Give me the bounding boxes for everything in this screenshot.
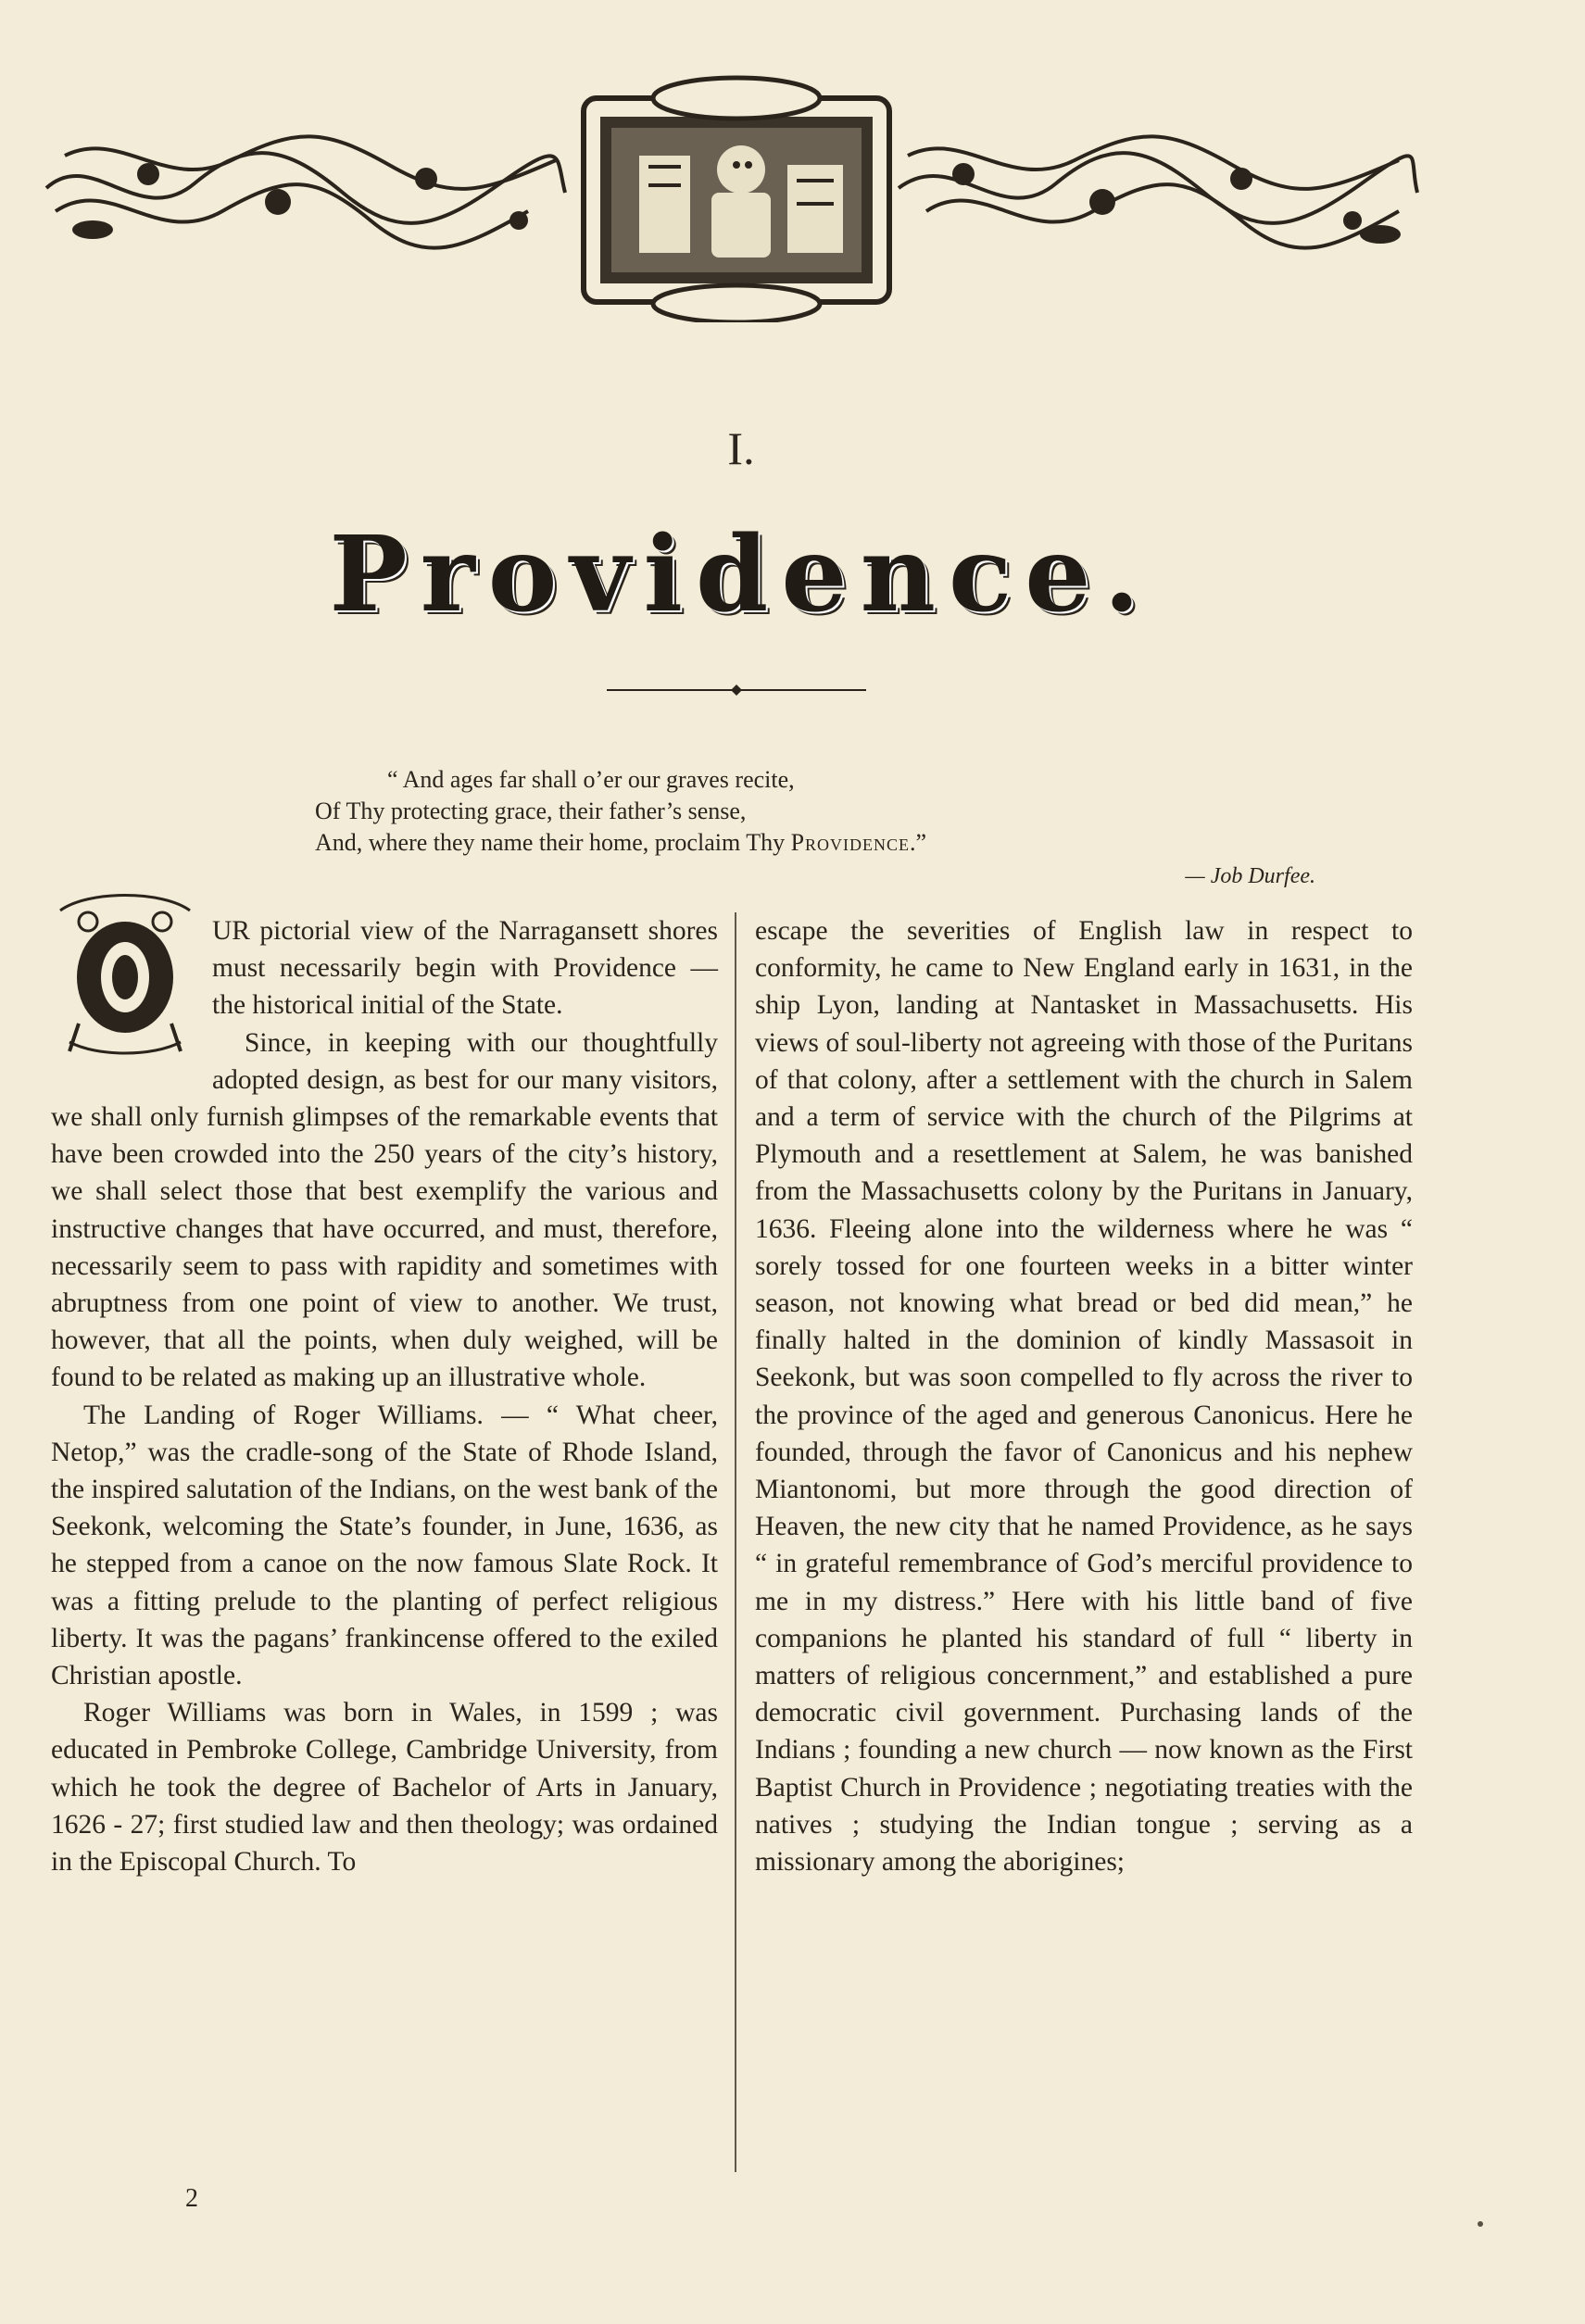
epigraph [315,764,1315,859]
page-number: 2 [185,2184,198,2213]
chapter-title: Providence. [329,514,1153,635]
decorated-initial-o [51,894,199,1056]
epigraph-attribution: — Job Durfee. [1185,864,1315,888]
left-column [51,912,718,1880]
paragraph: escape the severities of English law in respect to conformity, he came to New England early in 1631, in the ship Lyon, landing at Nantasket in Massachusetts. His views of soul-liberty not agreeing with those of the Puritans of that colony, after a settlement with the church in Salem and a term of service with the church of the Pilgrims at Plymouth and a resettlement at Salem, he was banished from the Massachusetts colony by the Puritans in January, 1636. Fleeing alone into the wilderness where he was “ sorely tossed for one fourteen weeks in a bitter winter season, not knowing what bread or bed did mean,” he finally halted in the dominion of kindly Massasoit in Seekonk, but was soon compelled to fly across the river to the province of the aged and generous Canonicus. Here he founded, through the favor of Canonicus and his nephew Miantonomi, but more through the good direction of Heaven, the new city that he named Providence, as he says “ in grateful remembrance of God’s merciful providence to me in my distress.” Here with his little band of five companions he planted his standard of full “ liberty in matters of religious concernment,” and established a pure democratic civil government. Purchasing lands of the Indians ; founding a new church — now known as the First Baptist Church in Providence ; negotiating treaties with the natives ; studying the Indian tongue ; serving as a missionary among the aborigines; [755,916,1413,1878]
title-rule-divider [607,683,866,697]
paragraph: The Landing of Roger Williams. — “ What cheer, Netop,” was the cradle-song of the State of Rhode Island, the inspired salutation of the Indians, on the west bank of the Seekonk, welcoming the State’s founder, in June, 1636, as he stepped from a canoe on the now famous Slate Rock. It was a fitting prelude to the planting of perfect religious liberty. It was the pagans’ frankincense offered to the exiled Christian apostle. [51,1400,718,1691]
chapter-number: I. [727,422,755,474]
epigraph-line-1: “ And ages far shall o’er our graves recite, [387,766,795,793]
print-speck [1478,2221,1483,2227]
column-rule [735,912,736,2172]
right-column [755,912,1413,1880]
epigraph-line-2: Of Thy protecting grace, their father’s sense, [315,798,747,824]
paragraph: Roger Williams was born in Wales, in 1599 ; was educated in Pembroke College, Cambridge University, from which he took the degree of Bachelor of Arts in January, 1626 - 27; first studied law and then theology; was ordained in the Episcopal Church. To [51,1698,718,1878]
paragraph: Since, in keeping with our thoughtfully adopted design, as best for our many visitors, we shall only furnish glimpses of the remarkable events that have been crowded into the 250 years of the city’s history, we shall select those that best exemplify the various and instructive changes that have occurred, and must, therefore, necessarily seem to pass with rapidity and sometimes with abruptness from one point of view to another. We trust, however, that all the points, when duly weighed, will be found to be related as making up an illustrative whole. [51,1027,718,1393]
epigraph-line-3: And, where they name their home, proclaim Thy Providence.” [315,829,927,856]
paragraph: UR pictorial view of the Narragansett shores must necessarily begin with Providence — the historical initial of the State. [212,916,718,1021]
ornamental-headpiece [37,72,1427,322]
